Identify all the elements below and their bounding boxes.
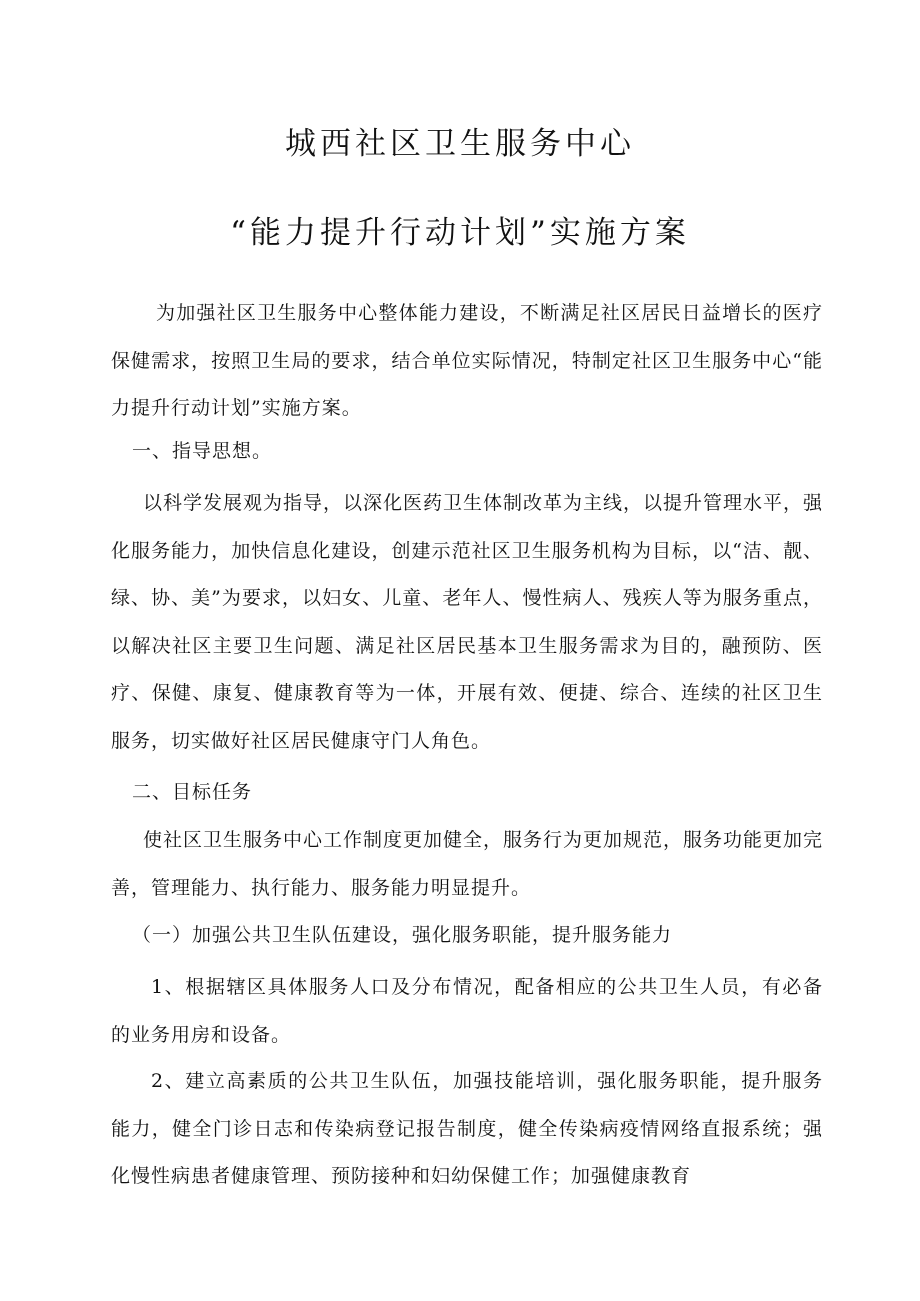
section1-paragraph: 以科学发展观为指导，以深化医药卫生体制改革为主线，以提升管理水平，强化服务能力，加快信息化建设，创建示范社区卫生服务机构为目标，以“洁、靓、绿、协、美”为要求，以妇女、儿童、老年人、慢性病人、残疾人等为服务重点，以解决社区主要卫生问题、满足社区居民基本卫生服务需求为目的，融预防、医疗、保健、康复、健康教育等为一体，开展有效、便捷、综合、连续的社区卫生服务，切实做好社区居民健康守门人角色。 bbox=[111, 492, 824, 752]
document-title-line1: 城西社区卫生服务中心 bbox=[285, 126, 635, 162]
section2-paragraph: 使社区卫生服务中心工作制度更加健全，服务行为更加规范，服务功能更加完善，管理能力、执行能力、服务能力明显提升。 bbox=[111, 829, 824, 899]
item1-paragraph: 1、根据辖区具体服务人口及分布情况，配备相应的公共卫生人员，有必备的业务用房和设备。 bbox=[111, 976, 823, 1046]
subsection1-heading: （一）加强公共卫生队伍建设，强化服务职能，提升服务能力 bbox=[132, 924, 673, 946]
item2-paragraph: 2、建立高素质的公共卫生队伍，加强技能培训，强化服务职能，提升服务能力，健全门诊日志和传染病登记报告制度，健全传染病疫情网络直报系统；强化慢性病患者健康管理、预防接种和妇幼保健工作；加强健康教育 bbox=[111, 1070, 823, 1187]
section1-heading: 一、指导思想。 bbox=[132, 440, 273, 462]
document-title-line2: “能力提升行动计划”实施方案 bbox=[230, 215, 690, 251]
section2-heading: 二、目标任务 bbox=[132, 781, 253, 803]
intro-paragraph: 为加强社区卫生服务中心整体能力建设，不断满足社区居民日益增长的医疗保健需求，按照卫生局的要求，结合单位实际情况，特制定社区卫生服务中心“能力提升行动计划”实施方案。 bbox=[111, 302, 823, 419]
